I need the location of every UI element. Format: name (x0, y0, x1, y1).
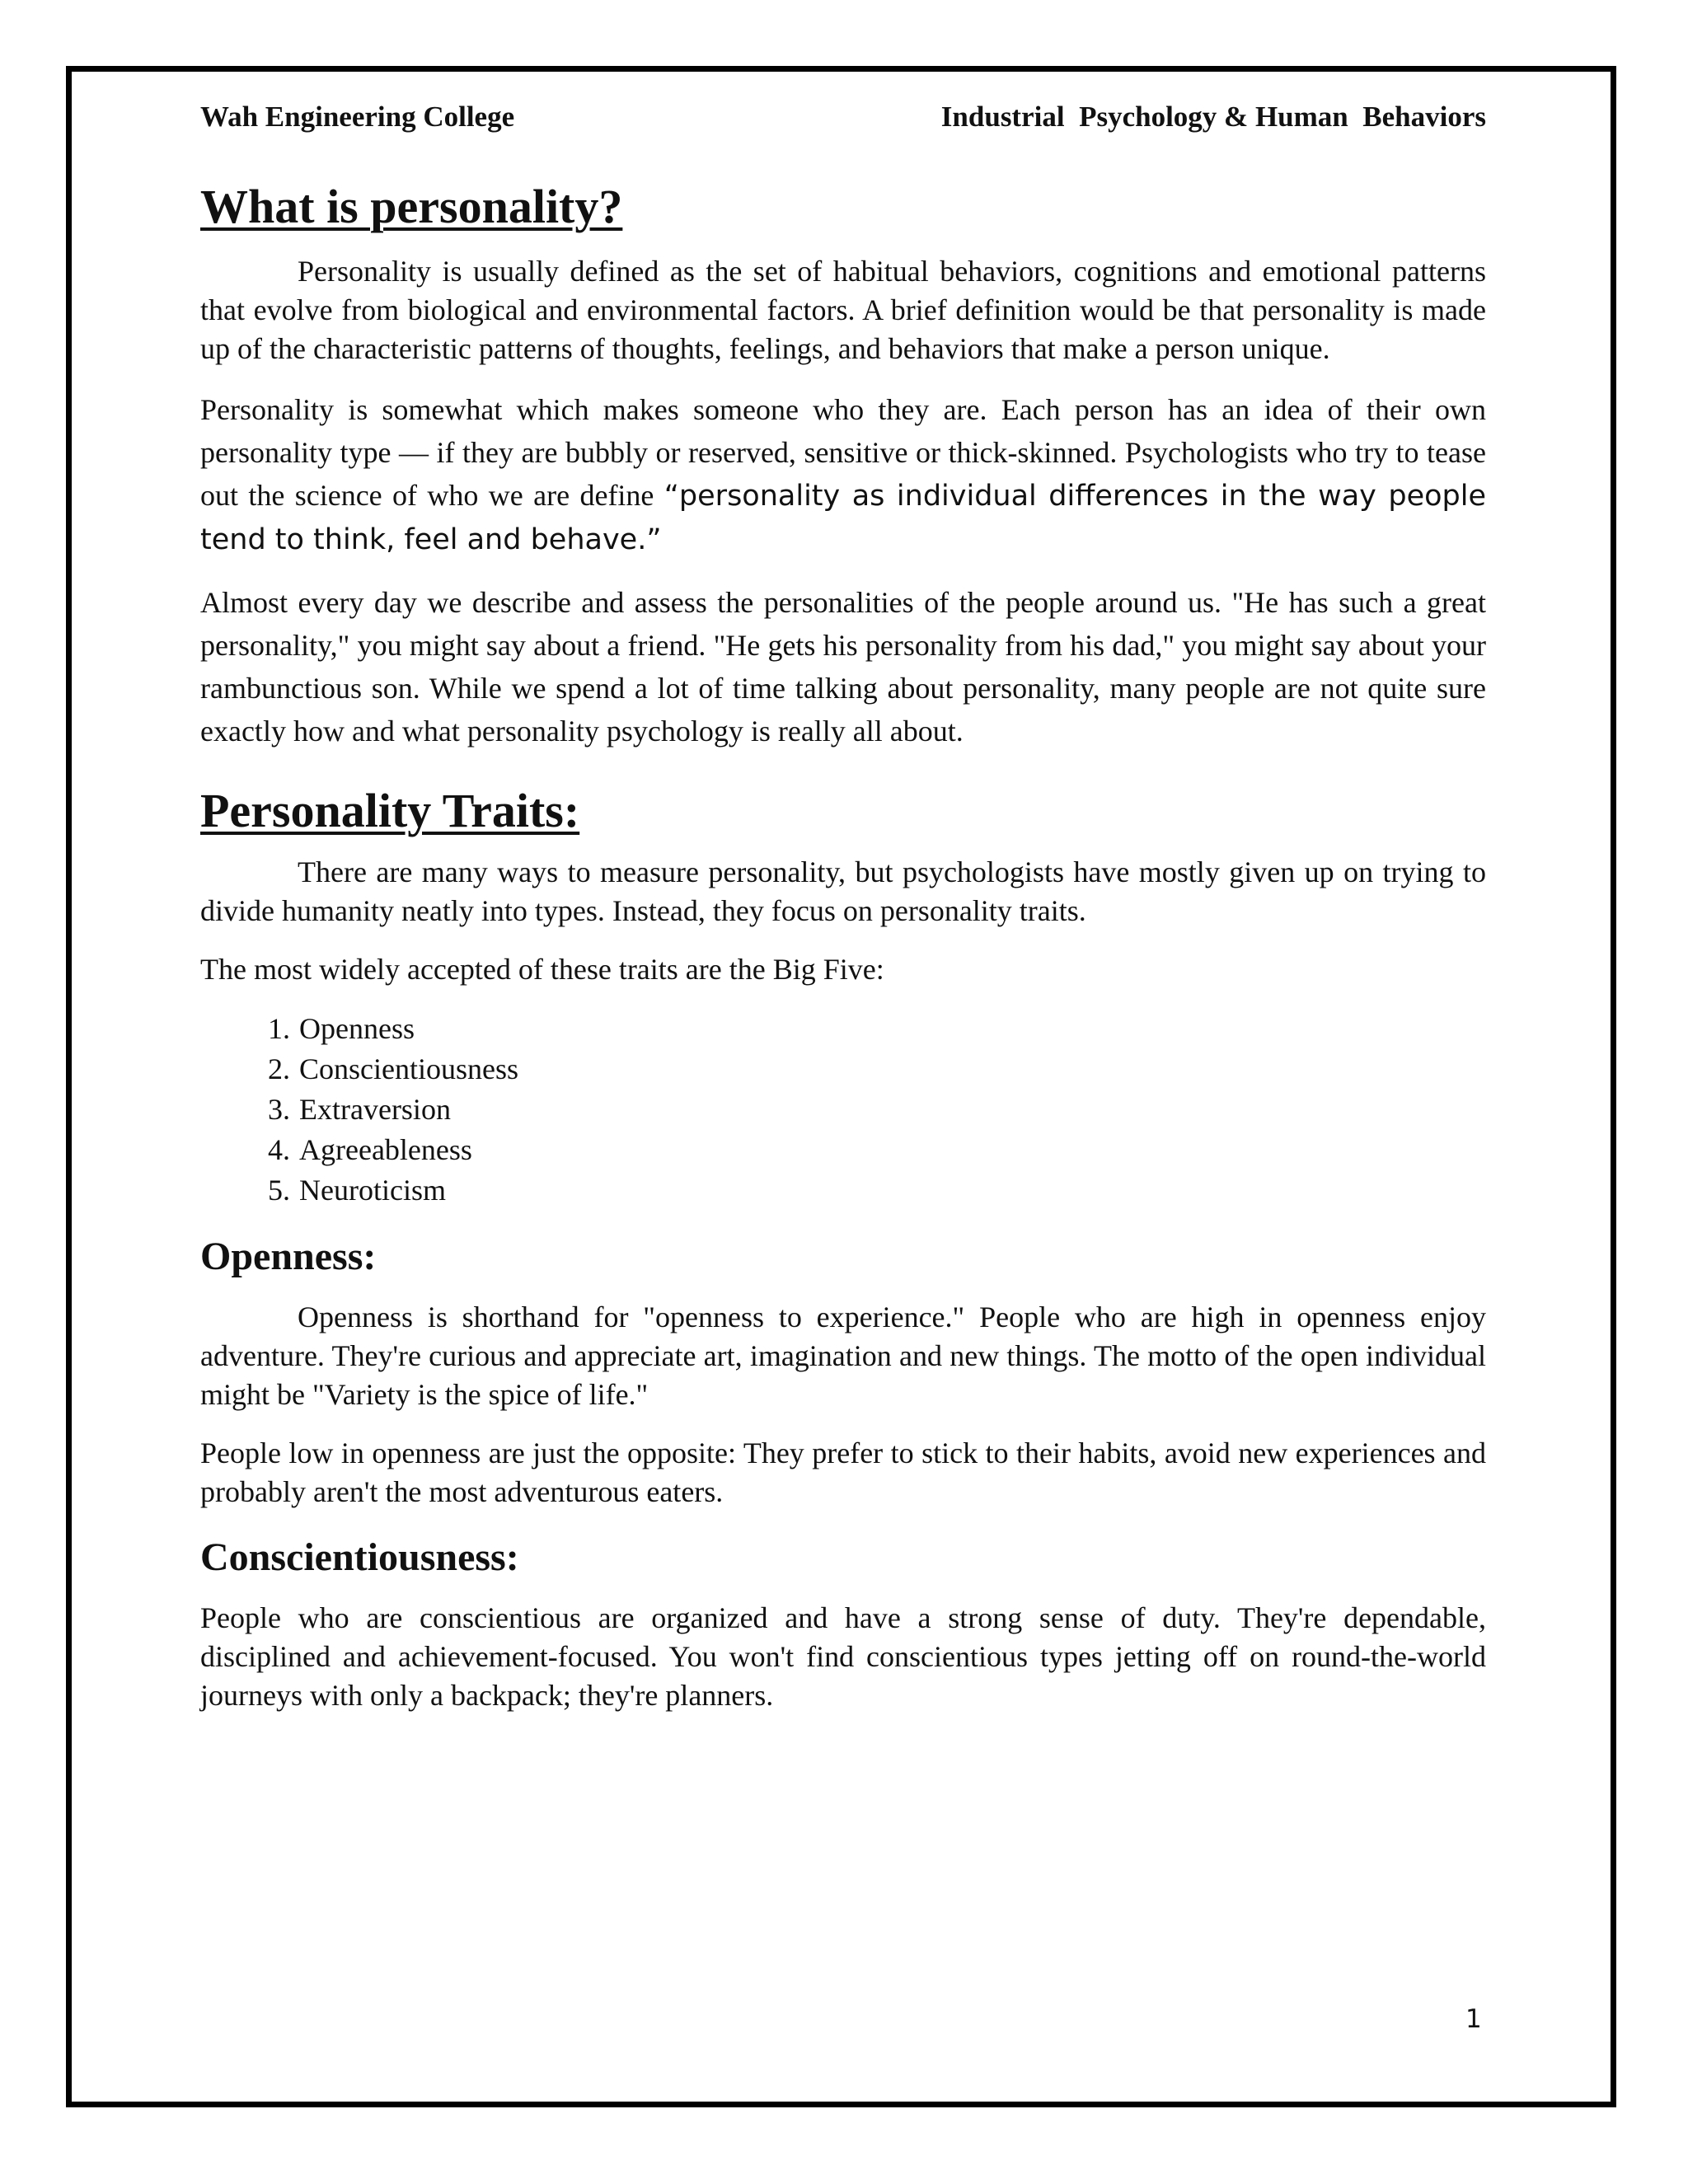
paragraph-measure: There are many ways to measure personality, but psychologists have mostly given up on trying to divide humanity neatly into types. Instead, they focus on personality traits. (200, 855, 1486, 927)
heading-openness: Openness: (200, 1235, 377, 1278)
paragraph-openness-low: People low in openness are just the opposite: They prefer to stick to their habits, avoid new experiences and probably aren't the most adventurous eaters. (200, 1436, 1486, 1508)
list-item: 1. Openness (298, 1009, 1486, 1049)
header-college: Wah Engineering College (200, 101, 515, 133)
header-course: Industrial Psychology & Human Behaviors (940, 101, 1486, 133)
page-number: 1 (1465, 2004, 1482, 2034)
paragraph-big-five-intro: The most widely accepted of these traits are the Big Five: (200, 953, 884, 986)
paragraph-everyday: Almost every day we describe and assess the personalities of the people around us. "He has such a great personality," you might say about a friend. "He gets his personality from his dad," you might say about your rambunctious son. While we spend a lot of time talking about personality, many people are not quite sure exactly how and what personality psychology is really all about. (200, 586, 1486, 748)
heading-conscientiousness: Conscientiousness: (200, 1535, 519, 1579)
paragraph-definition: Personality is usually defined as the set of habitual behaviors, cognitions and emotional patterns that evolve from biological and environmental factors. A brief definition would be that personality is made up of the characteristic patterns of thoughts, feelings, and behaviors that make a person unique. (200, 255, 1486, 365)
paragraph-openness-high: Openness is shorthand for "openness to experience." People who are high in openness enjoy adventure. They're curious and appreciate art, imagination and new things. The motto of the open individual might be "Variety is the spice of life." (200, 1301, 1486, 1411)
document-content (200, 97, 1486, 1735)
list-item: 4. Agreeableness (298, 1130, 1486, 1170)
page-header (200, 97, 1486, 137)
list-item: 2. Conscientiousness (298, 1049, 1486, 1090)
personality-quote: “personality as individual differences in the way people tend to think, feel and behave.” (200, 480, 1487, 556)
paragraph-personality-type-text: Personality is somewhat which makes someone who they are. Each person has an idea of their own personality type — if they are bubbly or reserved, sensitive or thick-skinned. Psychologists who try to tease out the science of who we are define (200, 393, 1486, 512)
list-item: 3. Extraversion (298, 1090, 1486, 1130)
paragraph-conscientiousness: People who are conscientious are organized and have a strong sense of duty. They're dependable, disciplined and achievement-focused. You won't find conscientious types jetting off on round-the-world journeys with only a backpack; they're planners. (200, 1601, 1486, 1712)
heading-personality-traits: Personality Traits: (200, 784, 580, 837)
list-item: 5. Neuroticism (298, 1170, 1486, 1211)
heading-what-is-personality: What is personality? (200, 180, 623, 233)
big-five-list (200, 1009, 1486, 1211)
paragraph-personality-type (200, 388, 1486, 561)
